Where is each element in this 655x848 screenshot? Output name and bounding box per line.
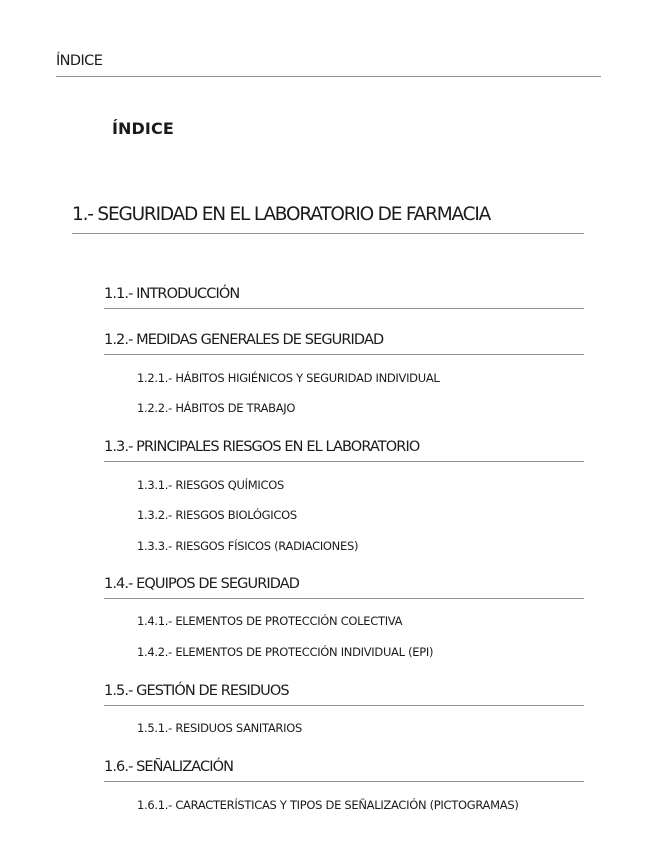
toc-section-1-2[interactable]: 1.2.- MEDIDAS GENERALES DE SEGURIDAD [104,331,584,355]
toc-subsection-1-4-2[interactable]: 1.4.2.- ELEMENTOS DE PROTECCIÓN INDIVIDUAL (EPI) [137,645,434,659]
toc-section-1-6[interactable]: 1.6.- SEÑALIZACIÓN [104,758,584,782]
toc-section-1-3[interactable]: 1.3.- PRINCIPALES RIESGOS EN EL LABORATORIO [104,438,584,462]
running-header: ÍNDICE [56,52,601,77]
toc-subsection-1-5-1[interactable]: 1.5.1.- RESIDUOS SANITARIOS [137,721,302,735]
toc-chapter-1[interactable]: 1.- SEGURIDAD EN EL LABORATORIO DE FARMACIA [72,203,584,234]
toc-subsection-1-3-3[interactable]: 1.3.3.- RIESGOS FÍSICOS (RADIACIONES) [137,539,359,553]
toc-subsection-1-6-1[interactable]: 1.6.1.- CARACTERÍSTICAS Y TIPOS DE SEÑALIZACIÓN (PICTOGRAMAS) [137,798,519,812]
toc-subsection-1-2-2[interactable]: 1.2.2.- HÁBITOS DE TRABAJO [137,401,296,415]
toc-subsection-1-2-1[interactable]: 1.2.1.- HÁBITOS HIGIÉNICOS Y SEGURIDAD INDIVIDUAL [137,371,440,385]
toc-subsection-1-3-2[interactable]: 1.3.2.- RIESGOS BIOLÓGICOS [137,508,297,522]
toc-subsection-1-3-1[interactable]: 1.3.1.- RIESGOS QUÍMICOS [137,478,284,492]
toc-subsection-1-4-1[interactable]: 1.4.1.- ELEMENTOS DE PROTECCIÓN COLECTIVA [137,614,403,628]
toc-section-1-4[interactable]: 1.4.- EQUIPOS DE SEGURIDAD [104,575,584,599]
toc-title: ÍNDICE [112,119,174,138]
toc-section-1-5[interactable]: 1.5.- GESTIÓN DE RESIDUOS [104,682,584,706]
toc-section-1-1[interactable]: 1.1.- INTRODUCCIÓN [104,285,584,309]
